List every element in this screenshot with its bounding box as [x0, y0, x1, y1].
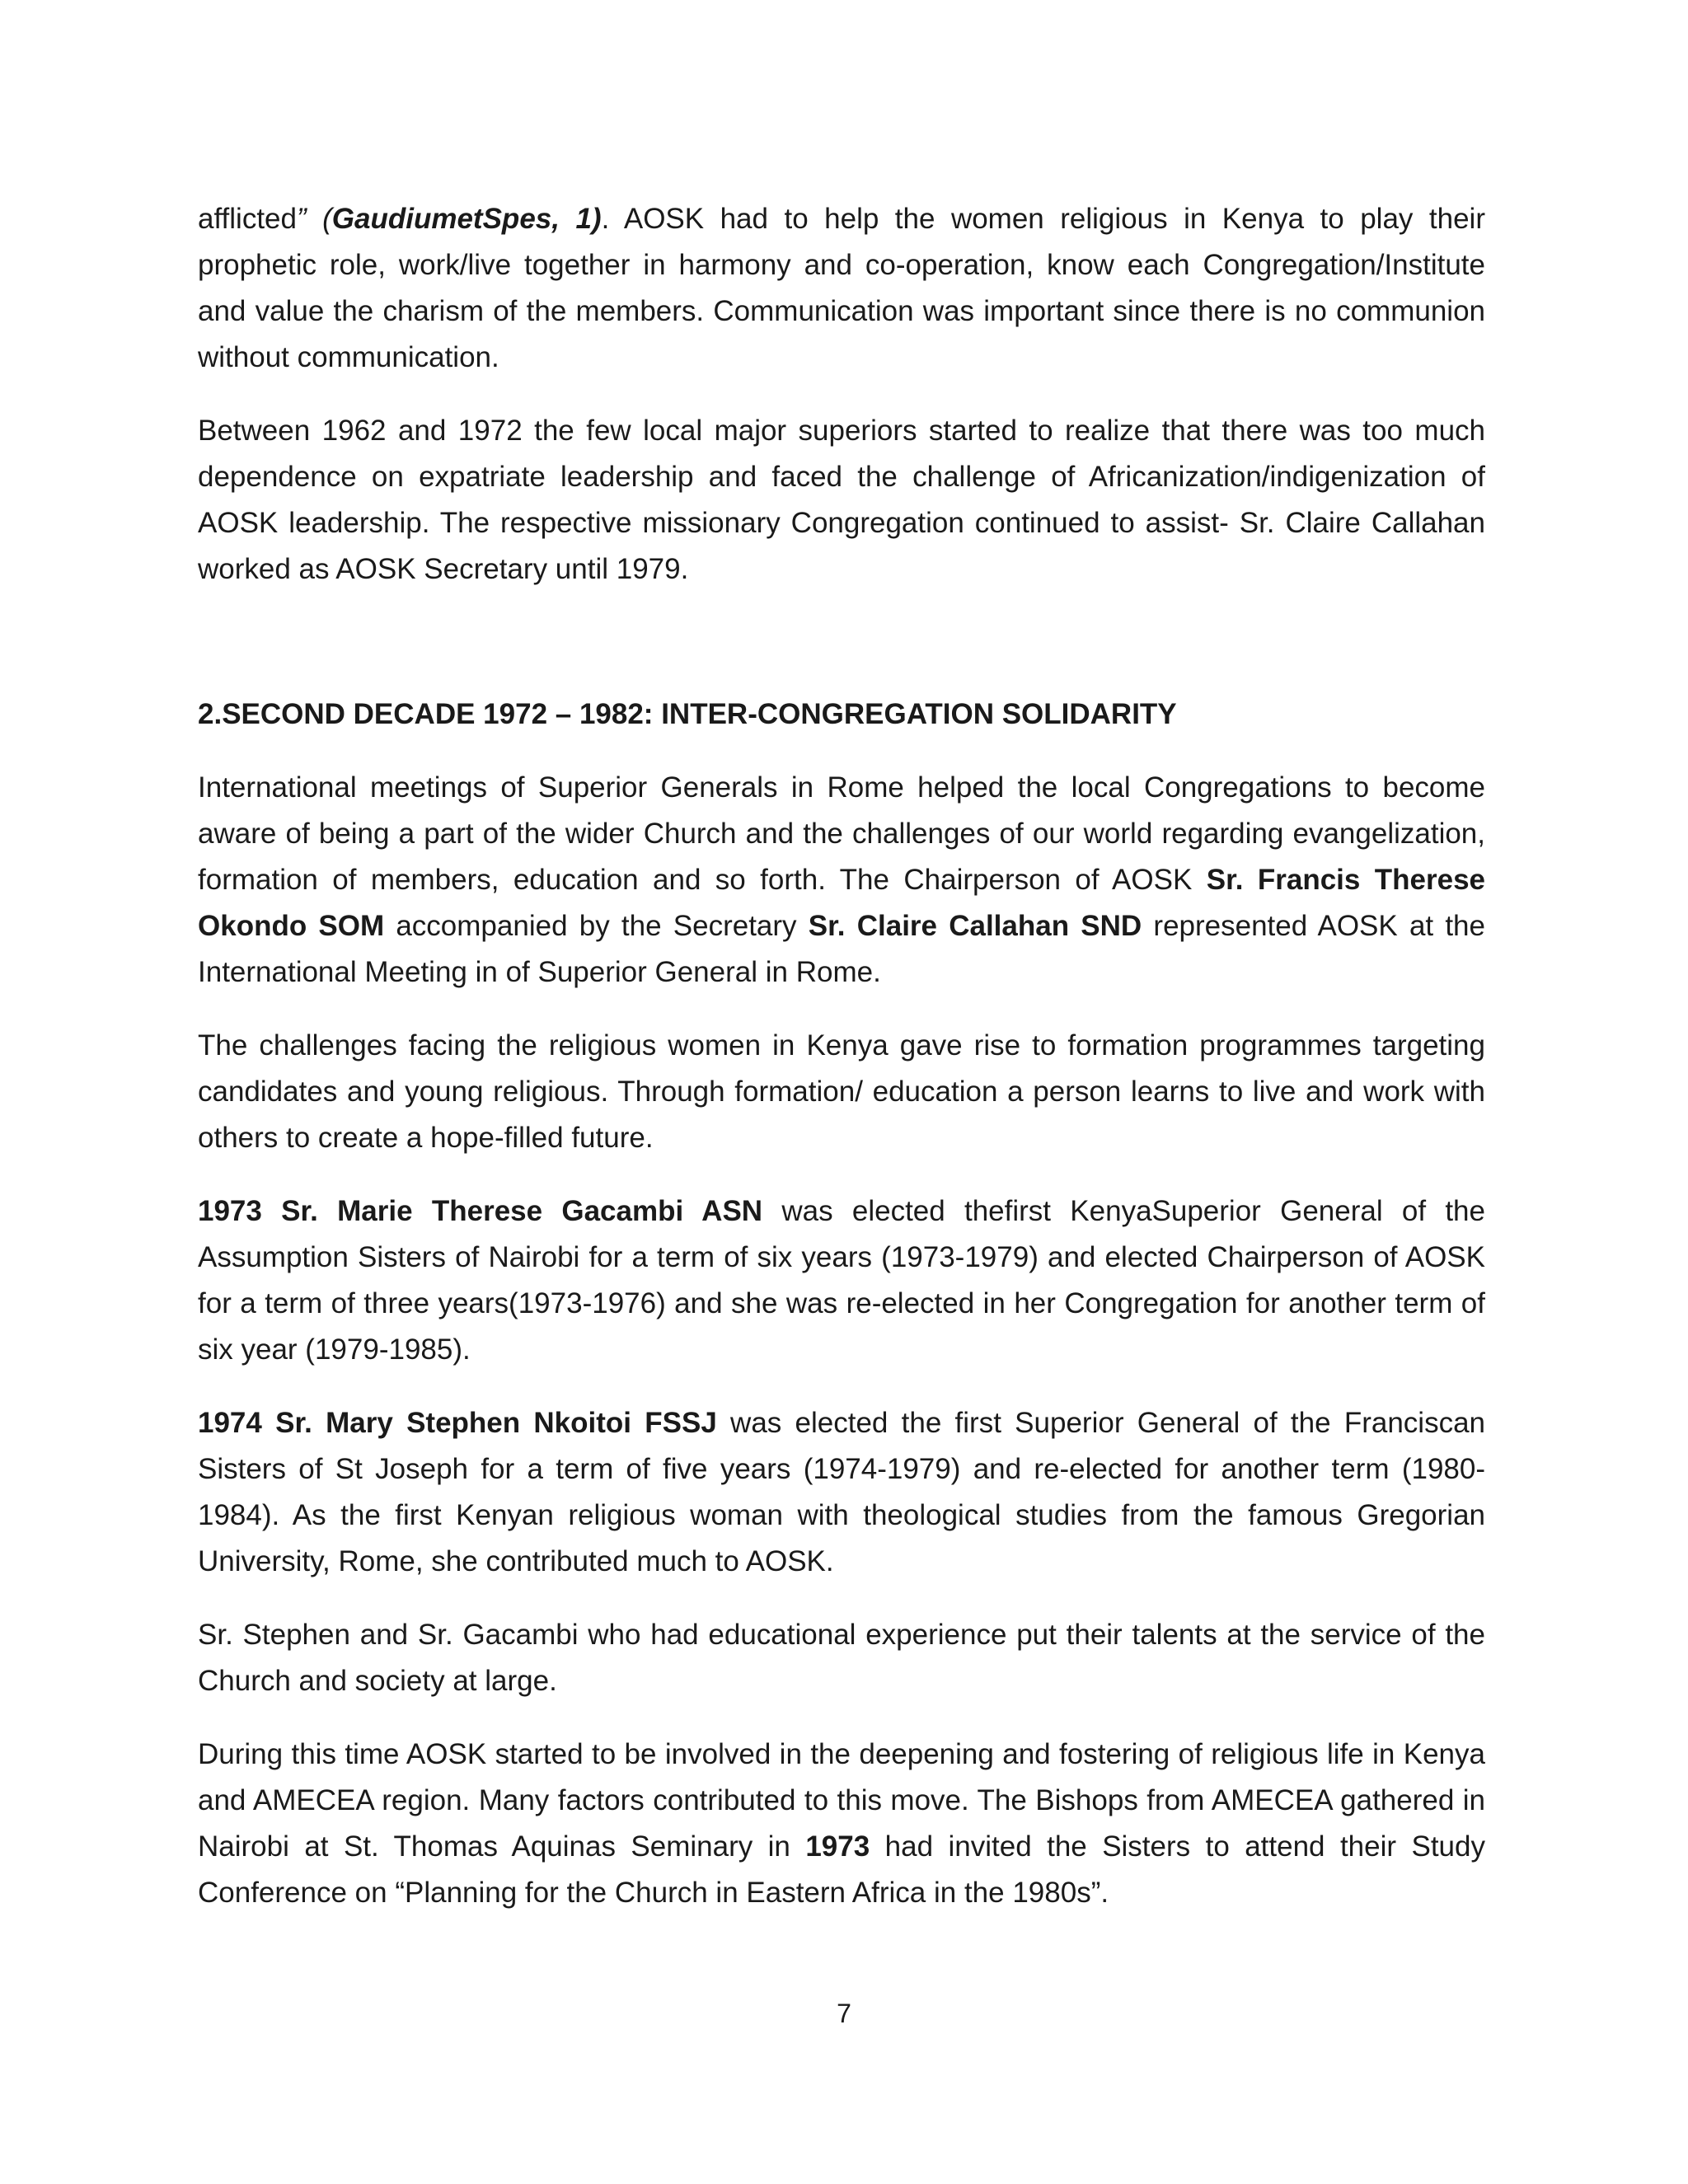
paragraph-4: The challenges facing the religious women in Kenya gave rise to formation programmes targeting candidates and young religious. Through formation/ education a person learns to live and work with others to create a hope-filled future. [198, 1029, 1485, 1154]
p3-bold-name-1: Sr. Francis Therese Okondo SOM [198, 864, 1485, 942]
paragraph-6 [198, 1400, 1485, 1585]
p8-text-1: During this time AOSK started to be involved in the deepening and fostering of religious life in Kenya and AMECEA region. Many factors contributed to this move. The Bishops from AMECEA gathered in Nairobi at St. Thomas Aquinas Seminary in [198, 1738, 1485, 1863]
p5-bold-name: 1973 Sr. Marie Therese Gacambi ASN [198, 1195, 763, 1227]
p1-text-2: ” ( [297, 203, 332, 235]
p8-text-2: had invited the Sisters to attend their Study Conference on “Planning for the Church in Eastern Africa in the 1980s”. [198, 1830, 1485, 1909]
p3-bold-name-2: Sr. Claire Callahan SND [808, 910, 1142, 942]
p6-bold-name: 1974 Sr. Mary Stephen Nkoitoi FSSJ [198, 1407, 717, 1439]
paragraph-3 [198, 765, 1485, 996]
p3-text-3: represented AOSK at the International Meeting in of Superior General in Rome. [198, 910, 1485, 988]
paragraph-7: Sr. Stephen and Sr. Gacambi who had educational experience put their talents at the service of the Church and society at large. [198, 1619, 1485, 1697]
p8-bold-year: 1973 [805, 1830, 870, 1863]
gaudium-et-spes-citation: GaudiumetSpes, 1) [331, 203, 602, 235]
paragraph-5 [198, 1188, 1485, 1373]
p1-text-1: afflicted [198, 203, 297, 235]
p1-text-4: . AOSK had to help the women religious in Kenya to play their prophetic role, work/live together in harmony and co-operation, know each Congregation/Institute and value the charism of the members. Communication was important since there is no communion without communication. [198, 203, 1485, 373]
paragraph-1 [198, 196, 1485, 381]
p3-text-1: International meetings of Superior Generals in Rome helped the local Congregations to become aware of being a part of the wider Church and the challenges of our world regarding evangelization, formation of members, education and so forth. The Chairperson of AOSK [198, 771, 1485, 896]
p6-text: was elected the first Superior General of the Franciscan Sisters of St Joseph for a term of five years (1974-1979) and re-elected for another term (1980-1984). As the first Kenyan religious woman with theological studies from the famous Gregorian University, Rome, she contributed much to AOSK. [198, 1407, 1486, 1577]
section-heading: 2.SECOND DECADE 1972 – 1982: INTER-CONGREGATION SOLIDARITY [198, 698, 1177, 730]
page-number: 7 [837, 1999, 851, 2028]
p3-text-2: accompanied by the Secretary [384, 910, 809, 942]
p5-text: was elected thefirst KenyaSuperior General of the Assumption Sisters of Nairobi for a term of six years (1973-1979) and elected Chairperson of AOSK for a term of three years(1973-1976) and she was re-elected in her Congregation for another term of six year (1979-1985). [198, 1195, 1485, 1366]
paragraph-8 [198, 1732, 1485, 1916]
page-body [198, 196, 1485, 1943]
paragraph-2: Between 1962 and 1972 the few local major superiors started to realize that there was too much dependence on expatriate leadership and faced the challenge of Africanization/indigenization of AOSK leadership. The respective missionary Congregation continued to assist- Sr. Claire Callahan worked as AOSK Secretary until 1979. [198, 415, 1485, 585]
